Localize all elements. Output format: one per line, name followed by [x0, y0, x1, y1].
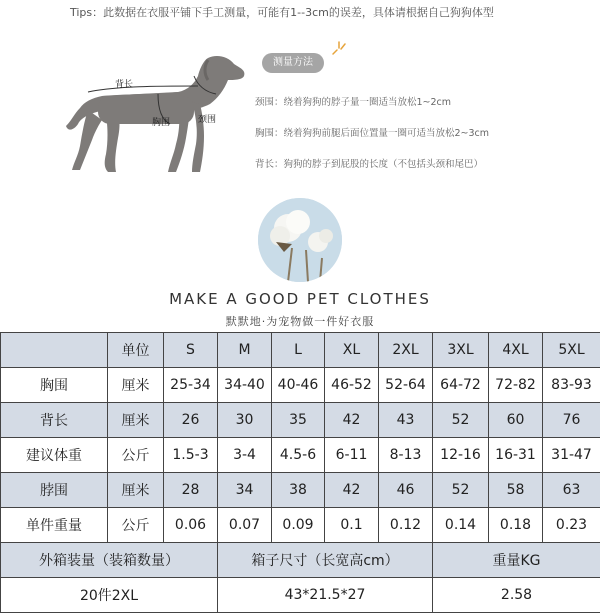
table-cell: 76: [543, 403, 600, 438]
table-cell: 25-34: [164, 368, 218, 403]
table-cell: 4.5-6: [272, 438, 325, 473]
sun-icon: [331, 40, 347, 56]
dog-label-back: 背长: [115, 77, 133, 90]
dog-label-chest: 胸围: [152, 115, 170, 128]
table-cell: 12-16: [433, 438, 489, 473]
table-cell: 28: [164, 473, 218, 508]
table-cell: 公斤: [108, 438, 164, 473]
table-cell: 58: [489, 473, 543, 508]
table-header-cell: 4XL: [489, 333, 543, 368]
table-cell: 34-40: [218, 368, 272, 403]
table-row: [1, 508, 600, 543]
table-cell: 83-93: [543, 368, 600, 403]
table-cell: 42: [325, 473, 379, 508]
table-cell: 厘米: [108, 368, 164, 403]
table-cell: 60: [489, 403, 543, 438]
table-cell: 0.07: [218, 508, 272, 543]
table-cell: 64-72: [433, 368, 489, 403]
table-cell: 背长: [1, 403, 108, 438]
table-cell: 38: [272, 473, 325, 508]
table-row: [1, 473, 600, 508]
table-cell: 43: [379, 403, 433, 438]
table-header-row: [1, 333, 600, 368]
table-cell: 8-13: [379, 438, 433, 473]
table-cell: 0.14: [433, 508, 489, 543]
size-table: [0, 332, 600, 613]
table-header-cell: 2XL: [379, 333, 433, 368]
tips-text: Tips：此数据在衣服平铺下手工测量，可能有1--3cm的误差，具体请根据自己狗狗体型: [70, 4, 494, 20]
table-cell: 厘米: [108, 403, 164, 438]
table-cell: 63: [543, 473, 600, 508]
packing-header-cell: 外箱装量（装箱数量）: [1, 543, 218, 578]
table-cell: 26: [164, 403, 218, 438]
method-line-chest: 胸围：绕着狗狗前腿后面位置量一圈可适当放松2~3cm: [255, 125, 489, 139]
packing-value-cell: 20件2XL: [1, 578, 218, 613]
table-cell: 16-31: [489, 438, 543, 473]
table-cell: 0.23: [543, 508, 600, 543]
table-header-cell: 5XL: [543, 333, 600, 368]
packing-header-cell: 箱子尺寸（长宽高cm）: [218, 543, 433, 578]
table-cell: 34: [218, 473, 272, 508]
table-cell: 52-64: [379, 368, 433, 403]
table-cell: 42: [325, 403, 379, 438]
cotton-flower-icon: [258, 198, 342, 282]
method-line-back: 背长：狗狗的脖子到屁股的长度（不包括头颈和尾巴）: [255, 156, 483, 170]
table-cell: 31-47: [543, 438, 600, 473]
table-row: [1, 368, 600, 403]
table-cell: 52: [433, 403, 489, 438]
table-header-cell: 3XL: [433, 333, 489, 368]
table-cell: 建议体重: [1, 438, 108, 473]
table-cell: 胸围: [1, 368, 108, 403]
table-row: [1, 438, 600, 473]
packing-header-cell: 重量KG: [433, 543, 600, 578]
table-cell: 1.5-3: [164, 438, 218, 473]
table-cell: 46: [379, 473, 433, 508]
table-header-cell: XL: [325, 333, 379, 368]
table-cell: 30: [218, 403, 272, 438]
cotton-image: [258, 198, 342, 282]
table-cell: 72-82: [489, 368, 543, 403]
table-header-cell: [1, 333, 108, 368]
method-title-badge: 测量方法: [262, 53, 324, 73]
table-cell: 46-52: [325, 368, 379, 403]
table-cell: 0.1: [325, 508, 379, 543]
table-header-cell: L: [272, 333, 325, 368]
table-row: [1, 403, 600, 438]
table-cell: 52: [433, 473, 489, 508]
table-cell: 单件重量: [1, 508, 108, 543]
table-header-cell: 单位: [108, 333, 164, 368]
table-header-cell: M: [218, 333, 272, 368]
table-header-cell: S: [164, 333, 218, 368]
table-cell: 脖围: [1, 473, 108, 508]
packing-value-cell: 2.58: [433, 578, 600, 613]
table-cell: 0.06: [164, 508, 218, 543]
table-cell: 35: [272, 403, 325, 438]
method-line-neck: 颈围：绕着狗狗的脖子量一圈适当放松1~2cm: [255, 94, 451, 108]
table-cell: 6-11: [325, 438, 379, 473]
packing-value-cell: 43*21.5*27: [218, 578, 433, 613]
table-cell: 0.09: [272, 508, 325, 543]
brand-slogan: 默默地·为宠物做一件好衣服: [0, 313, 600, 329]
brand-headline: MAKE A GOOD PET CLOTHES: [0, 290, 600, 308]
table-cell: 0.18: [489, 508, 543, 543]
table-cell: 厘米: [108, 473, 164, 508]
packing-header-row: [1, 543, 600, 578]
dog-label-neck: 颈围: [198, 112, 216, 125]
table-cell: 3-4: [218, 438, 272, 473]
table-cell: 0.12: [379, 508, 433, 543]
table-cell: 40-46: [272, 368, 325, 403]
table-cell: 公斤: [108, 508, 164, 543]
packing-value-row: [1, 578, 600, 613]
